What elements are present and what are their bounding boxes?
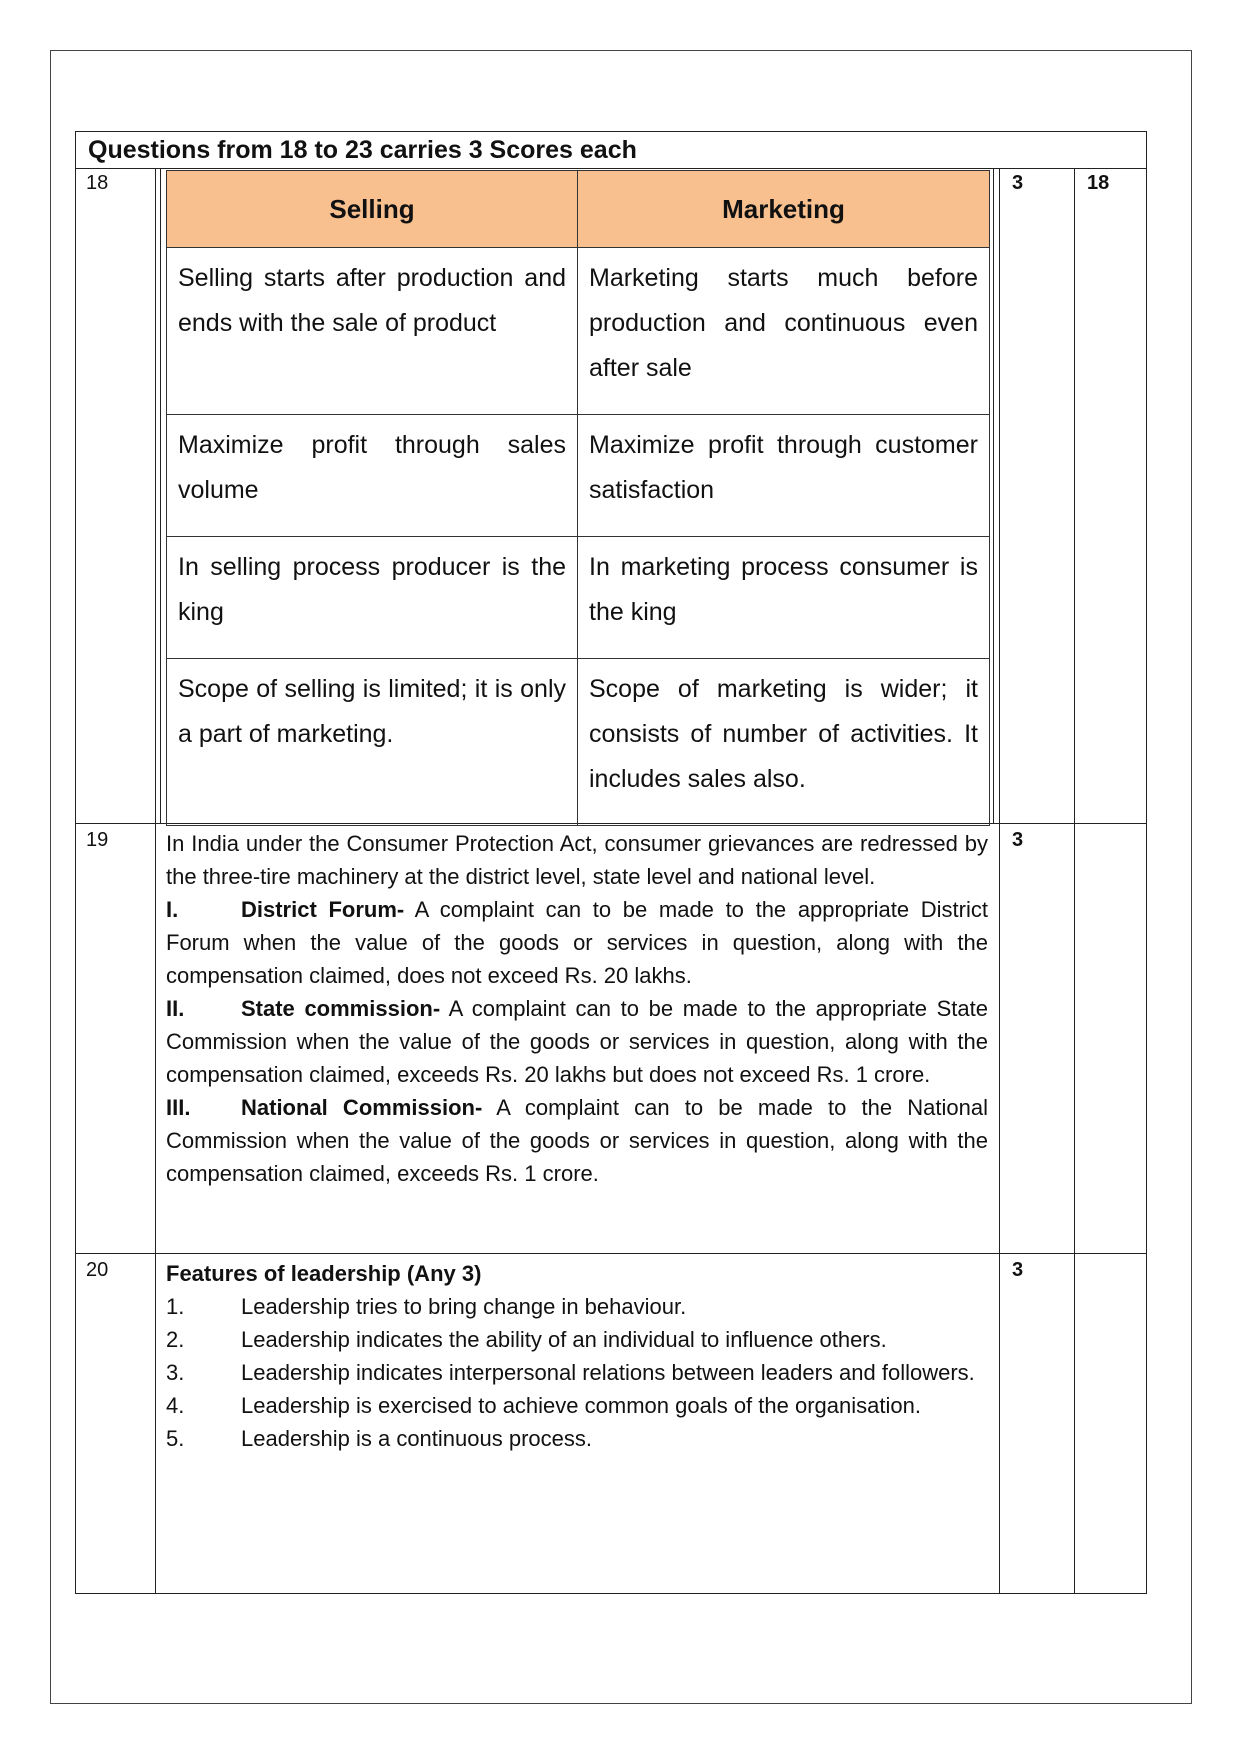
col-divider-score xyxy=(999,168,1000,1594)
score-18: 3 xyxy=(1012,172,1024,194)
col-divider-number-inner xyxy=(160,168,161,823)
table-cell: In marketing process consumer is the king xyxy=(578,537,990,659)
list-item xyxy=(166,1422,988,1455)
item-text: Leadership tries to bring change in behaviour. xyxy=(241,1294,687,1319)
item-text: A complaint can to be made to the appropriate District Forum when the value of the goods or services in question, along with the compensation claimed, does not exceed Rs. 20 lakhs. xyxy=(166,897,988,988)
section-header: Questions from 18 to 23 carries 3 Scores each xyxy=(88,136,637,164)
col-divider-score-inner xyxy=(993,168,994,823)
score-19: 3 xyxy=(1012,829,1024,851)
table-cell: Scope of selling is limited; it is only a part of marketing. xyxy=(167,659,578,826)
answer-20-title: Features of leadership (Any 3) xyxy=(166,1261,482,1286)
item-marker: 2. xyxy=(166,1327,185,1352)
item-text: A complaint can to be made to the National Commission when the value of the goods or services in question, along with the compensation claimed, exceeds Rs. 1 crore. xyxy=(166,1095,989,1186)
col-divider-ref xyxy=(1074,168,1075,1594)
answer-20 xyxy=(166,1257,988,1455)
col-divider-number xyxy=(155,168,156,1594)
item-marker: 3. xyxy=(166,1360,185,1385)
table-cell: In selling process producer is the king xyxy=(167,537,578,659)
column-header-marketing: Marketing xyxy=(578,171,990,248)
table-cell: Marketing starts much before production and continuous even after sale xyxy=(578,248,990,415)
item-marker: 5. xyxy=(166,1426,185,1451)
item-marker: III. xyxy=(166,1095,191,1120)
item-title: State commission- xyxy=(241,996,441,1021)
item-title: National Commission- xyxy=(241,1095,483,1120)
item-text: Leadership indicates the ability of an individual to influence others. xyxy=(241,1327,887,1352)
question-ref-18: 18 xyxy=(1087,172,1110,194)
item-text: A complaint can to be made to the appropriate State Commission when the value of the goods or services in question, along with the compensation claimed, exceeds Rs. 20 lakhs but does not exceed Rs. 1 crore. xyxy=(166,996,988,1087)
column-header-selling: Selling xyxy=(167,171,578,248)
answer-19 xyxy=(166,827,988,1190)
item-marker: 4. xyxy=(166,1393,185,1418)
table-cell: Maximize profit through customer satisfaction xyxy=(578,415,990,537)
list-item xyxy=(166,1323,988,1356)
table-cell: Selling starts after production and ends with the sale of product xyxy=(167,248,578,415)
item-marker: II. xyxy=(166,996,185,1021)
question-number-19: 19 xyxy=(86,829,109,851)
list-item xyxy=(166,1290,988,1323)
row-divider-20 xyxy=(75,1253,1147,1254)
list-item xyxy=(166,1356,988,1389)
selling-vs-marketing-table xyxy=(166,170,990,826)
item-text: Leadership is exercised to achieve common goals of the organisation. xyxy=(241,1393,921,1418)
list-item xyxy=(166,1091,988,1190)
question-number-20: 20 xyxy=(86,1259,109,1281)
table-row xyxy=(167,248,990,415)
table-row xyxy=(167,537,990,659)
item-text: Leadership indicates interpersonal relations between leaders and followers. xyxy=(241,1360,975,1385)
list-item xyxy=(166,893,988,992)
question-number-18: 18 xyxy=(86,172,109,194)
item-title: District Forum- xyxy=(241,897,405,922)
item-text: Leadership is a continuous process. xyxy=(241,1426,592,1451)
score-20: 3 xyxy=(1012,1259,1024,1281)
answer-19-intro: In India under the Consumer Protection Act, consumer grievances are redressed by the three-tire machinery at the district level, state level and national level. xyxy=(166,831,988,889)
item-marker: I. xyxy=(166,897,179,922)
table-row xyxy=(167,659,990,826)
list-item xyxy=(166,1389,988,1422)
list-item xyxy=(166,992,988,1091)
item-marker: 1. xyxy=(166,1294,185,1319)
header-divider xyxy=(75,168,1147,169)
table-row xyxy=(167,415,990,537)
table-cell: Scope of marketing is wider; it consists of number of activities. It includes sales also. xyxy=(578,659,990,826)
table-cell: Maximize profit through sales volume xyxy=(167,415,578,537)
